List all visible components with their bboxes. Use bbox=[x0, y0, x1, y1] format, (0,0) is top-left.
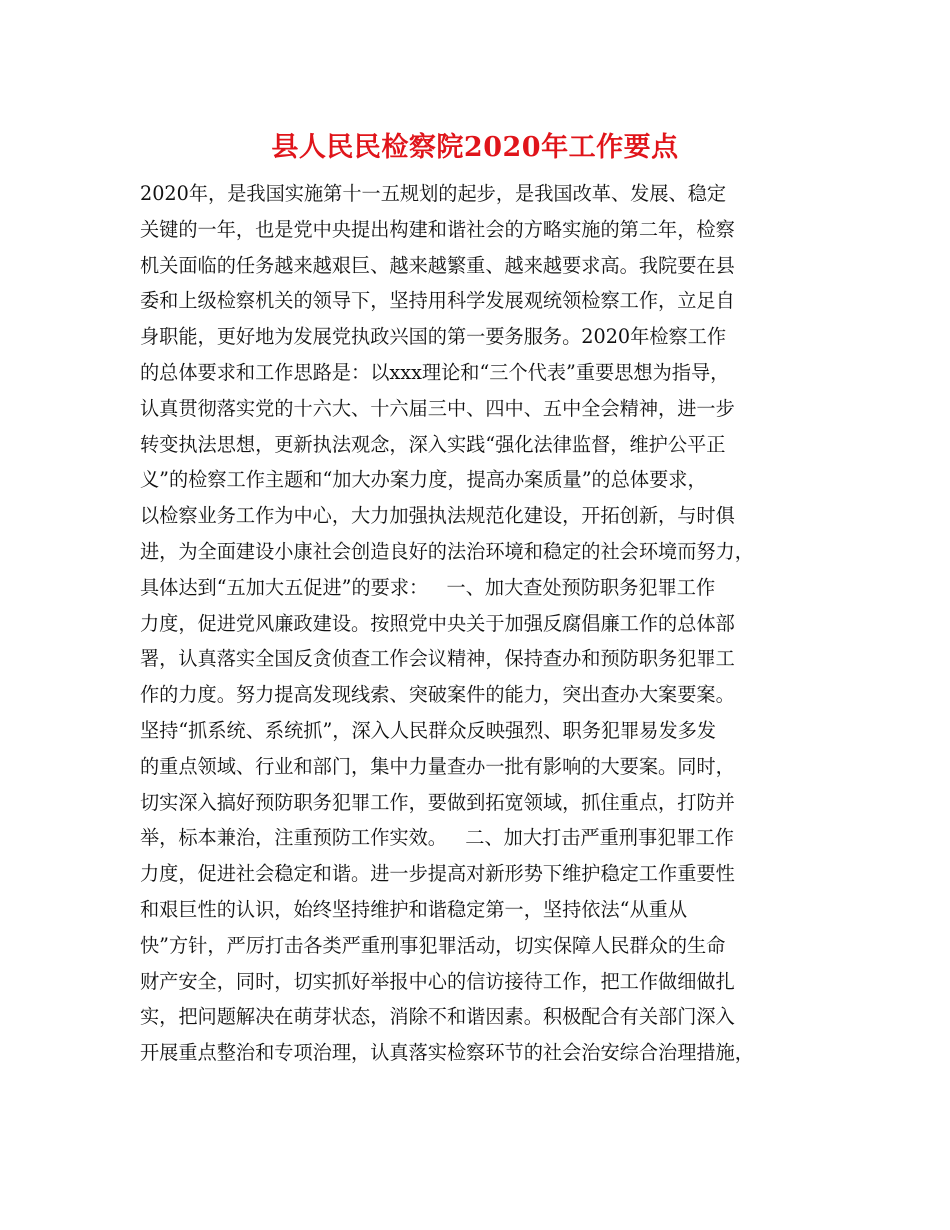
body-line: 2020年，是我国实施第十一五规划的起步，是我国改革、发展、稳定 bbox=[140, 182, 727, 205]
body-line: 力度，促进党风廉政建设。按照党中央关于加强反腐倡廉工作的总体部 bbox=[140, 611, 735, 635]
body-line: 委和上级检察机关的领导下，坚持用科学发展观统领检察工作，立足自 bbox=[140, 289, 735, 313]
body-line: 以检察业务工作为中心，大力加强执法规范化建设，开拓创新，与时俱 bbox=[140, 504, 735, 528]
body-line: 力度，促进社会稳定和谐。进一步提高对新形势下维护稳定工作重要性 bbox=[140, 862, 735, 886]
body-line: 财产安全，同时，切实抓好举报中心的信访接待工作，把工作做细做扎 bbox=[140, 969, 735, 993]
body-line: 义”的检察工作主题和“加大办案力度，提高办案质量”的总体要求， bbox=[140, 468, 707, 492]
body-line: 的重点领域、行业和部门，集中力量查办一批有影响的大要案。同时， bbox=[140, 754, 735, 778]
body-line: 坚持“抓系统、系统抓”，深入人民群众反映强烈、职务犯罪易发多发 bbox=[140, 718, 717, 742]
body-line: 和艰巨性的认识，始终坚持维护和谐稳定第一，坚持依法“从重从 bbox=[140, 897, 688, 921]
body-line: 关键的一年，也是党中央提出构建和谐社会的方略实施的第二年，检察 bbox=[140, 217, 735, 241]
document-body bbox=[140, 176, 830, 1071]
body-line: 作的力度。努力提高发现线索、突破案件的能力，突出查办大案要案。 bbox=[140, 683, 735, 707]
body-line: 身职能，更好地为发展党执政兴国的第一要务服务。2020年检察工作 bbox=[140, 325, 727, 349]
body-line: 署，认真落实全国反贪侦查工作会议精神，保持查办和预防职务犯罪工 bbox=[140, 647, 735, 671]
body-line: 的总体要求和工作思路是：以xxx理论和“三个代表”重要思想为指导， bbox=[140, 360, 730, 384]
body-line: 进，为全面建设小康社会创造良好的法治环境和稳定的社会环境而努力， bbox=[140, 539, 754, 563]
body-line: 认真贯彻落实党的十六大、十六届三中、四中、五中全会精神，进一步 bbox=[140, 396, 735, 420]
body-line: 机关面临的任务越来越艰巨、越来越繁重、越来越要求高。我院要在县 bbox=[140, 253, 735, 277]
body-line: 快”方针，严厉打击各类严重刑事犯罪活动，切实保障人民群众的生命 bbox=[140, 933, 726, 957]
body-line: 举，标本兼治，注重预防工作实效。 二、加大打击严重刑事犯罪工作 bbox=[140, 826, 734, 850]
body-line: 具体达到“五加大五促进”的要求： 一、加大查处预防职务犯罪工作 bbox=[140, 575, 716, 599]
body-line: 切实深入搞好预防职务犯罪工作，要做到拓宽领域，抓住重点，打防并 bbox=[140, 790, 735, 814]
body-line: 实，把问题解决在萌芽状态，消除不和谐因素。积极配合有关部门深入 bbox=[140, 1005, 735, 1029]
document-title: 县人民民检察院2020年工作要点 bbox=[271, 132, 679, 163]
body-line: 开展重点整治和专项治理，认真落实检察环节的社会治安综合治理措施， bbox=[140, 1041, 754, 1065]
body-line: 转变执法思想，更新执法观念，深入实践“强化法律监督，维护公平正 bbox=[140, 432, 726, 456]
